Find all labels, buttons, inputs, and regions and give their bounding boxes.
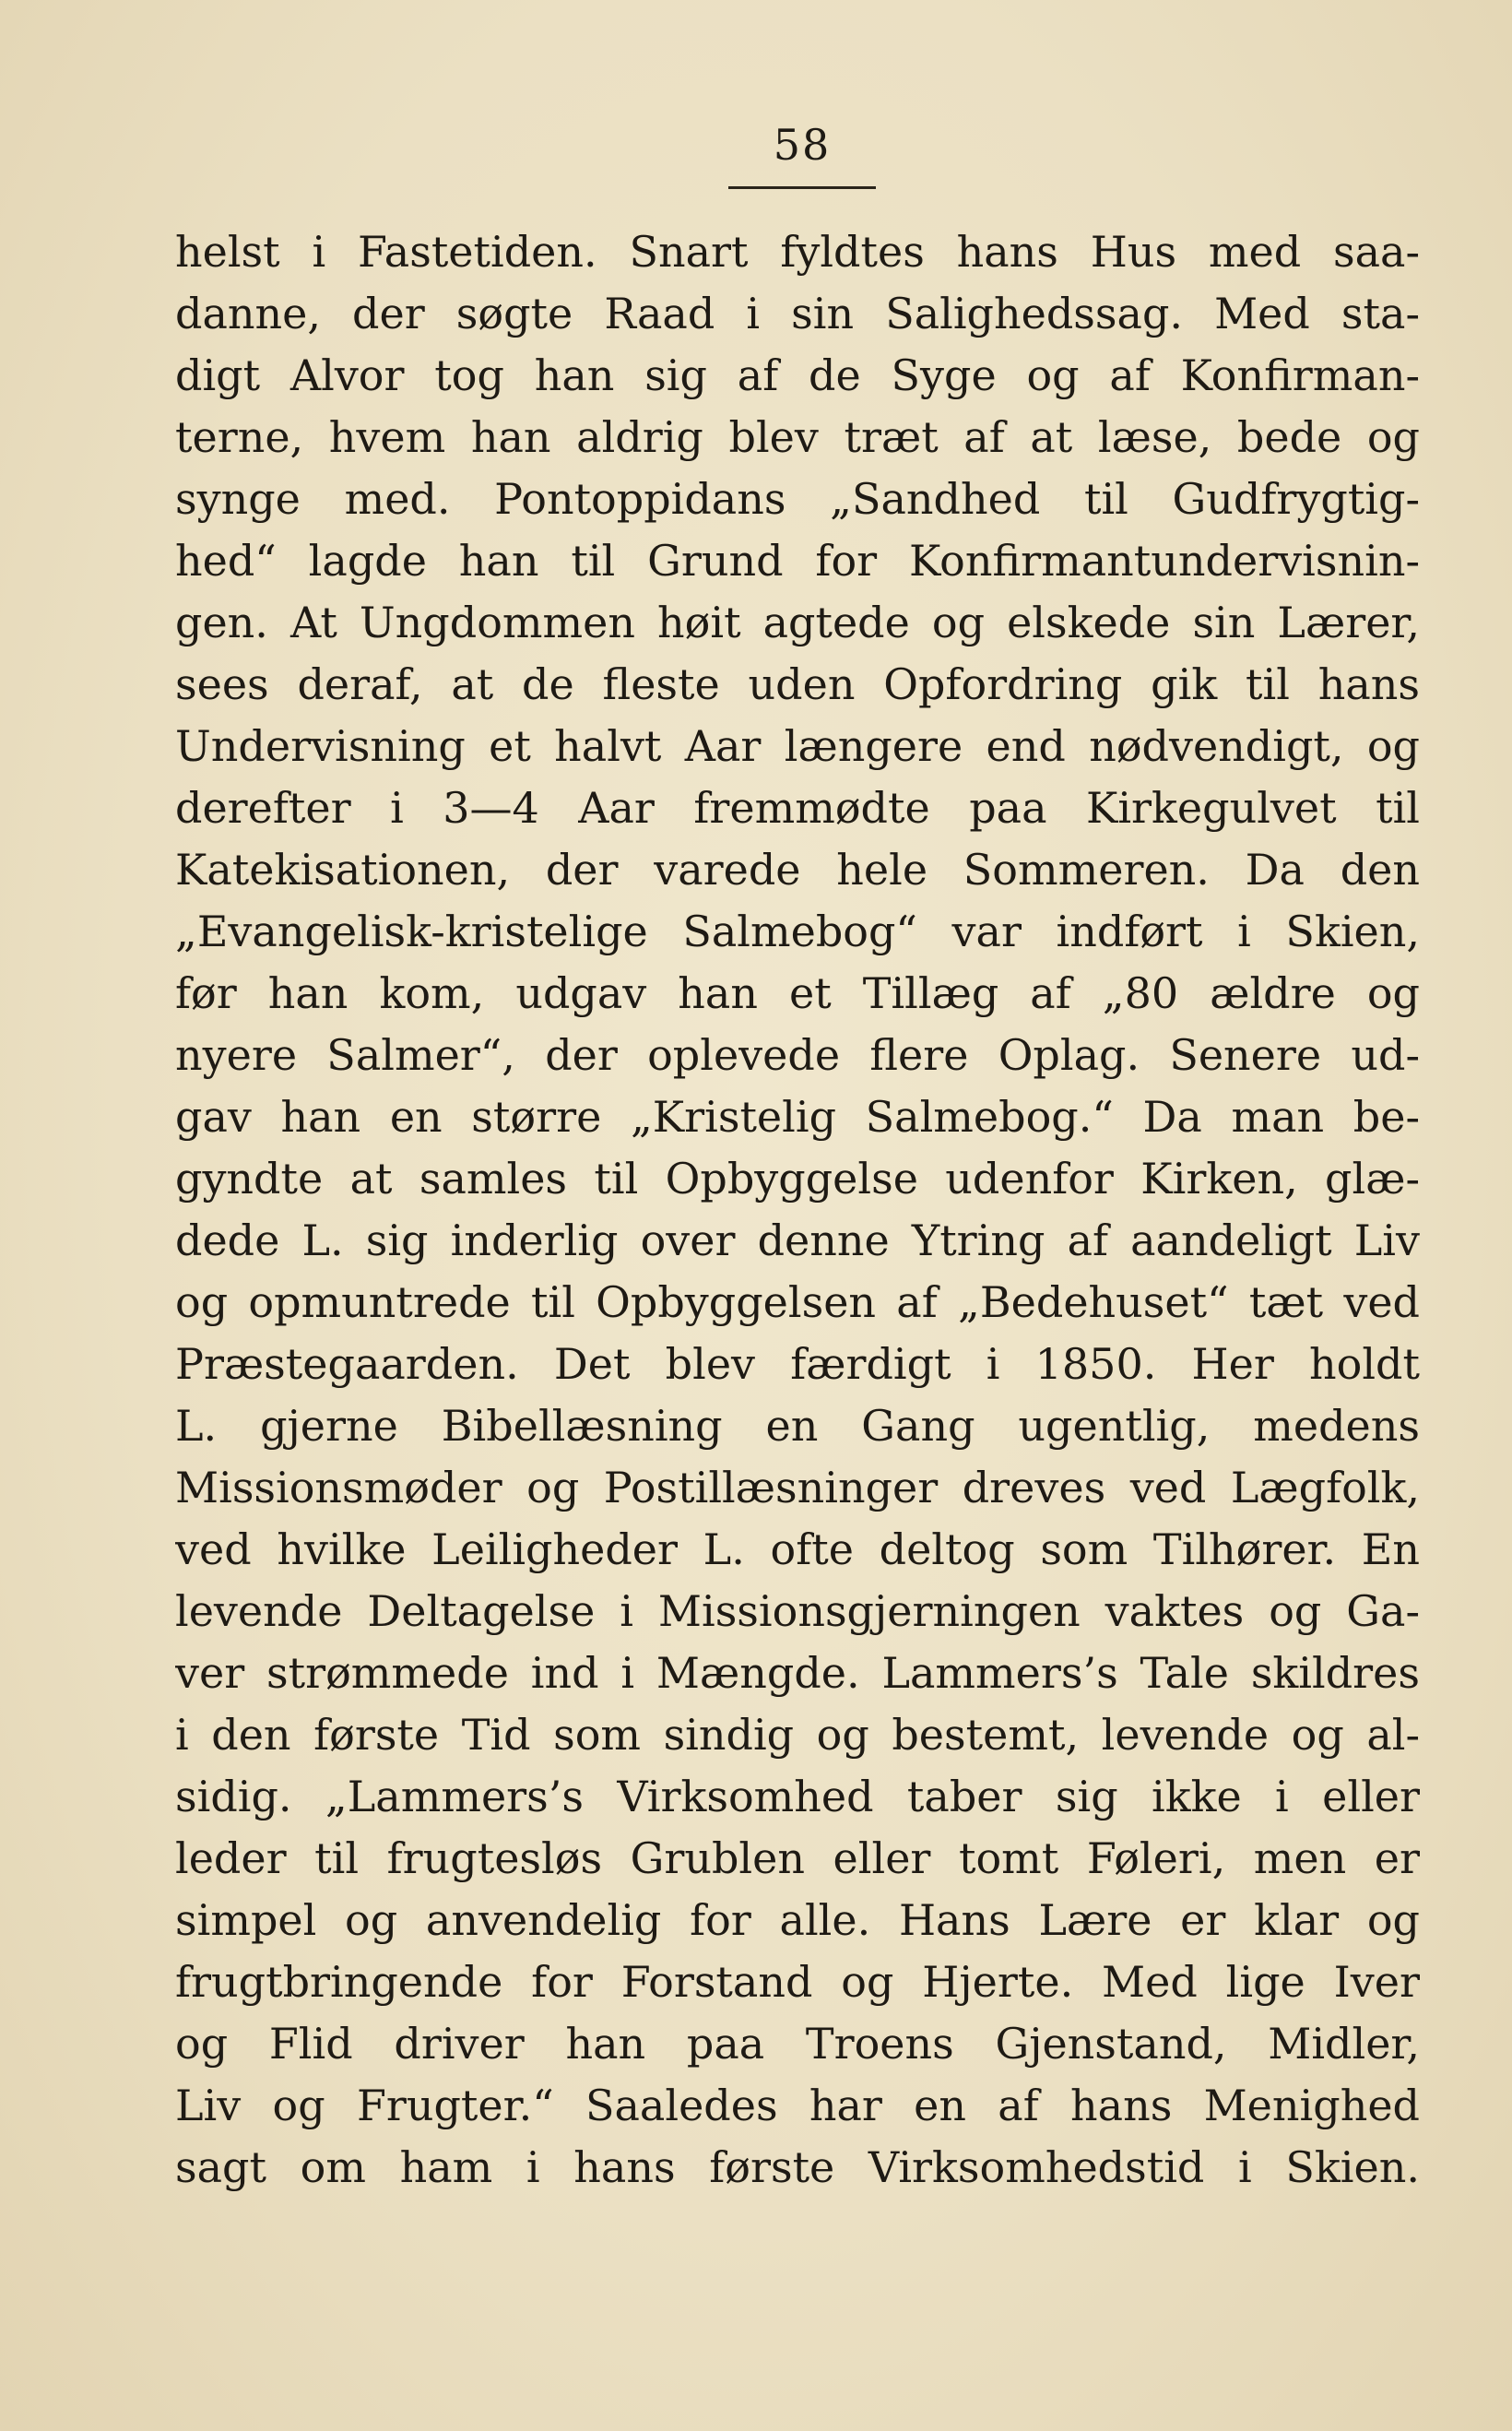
text-line: derefter i 3—4 Aar fremmødte paa Kirkegulvet til	[175, 783, 1420, 833]
text-line: sidig. „Lammers’s Virksomhed taber sig ikke i eller	[175, 1772, 1420, 1821]
text-line: L. gjerne Bibellæsning en Gang ugentlig, medens	[175, 1401, 1420, 1451]
text-line: simpel og anvendelig for alle. Hans Lære er klar og	[175, 1895, 1420, 1945]
text-line: terne, hvem han aldrig blev træt af at læse, bede og	[175, 412, 1420, 462]
text-line: og opmuntrede til Opbyggelsen af „Bedehuset“ tæt ved	[175, 1277, 1420, 1327]
text-line: hed“ lagde han til Grund for Konfirmantundervisnin-	[175, 536, 1420, 586]
text-line: Liv og Frugter.“ Saaledes har en af hans Menighed	[175, 2081, 1420, 2130]
text-line: før han kom, udgav han et Tillæg af „80 ældre og	[175, 968, 1420, 1018]
text-line: leder til frugtesløs Grublen eller tomt Føleri, men er	[175, 1833, 1420, 1883]
text-line: dede L. sig inderlig over denne Ytring af aandeligt Liv	[175, 1216, 1420, 1265]
text-line: sagt om ham i hans første Virksomhedstid i Skien.	[175, 2142, 1420, 2192]
text-line: helst i Fastetiden. Snart fyldtes hans Hus med saa-	[175, 227, 1420, 277]
page-number-rule	[728, 186, 876, 189]
text-line: „Evangelisk-kristelige Salmebog“ var indført i Skien,	[175, 907, 1420, 956]
text-line: Undervisning et halvt Aar længere end nødvendigt, og	[175, 721, 1420, 771]
text-line: gen. At Ungdommen høit agtede og elskede sin Lærer,	[175, 598, 1420, 647]
text-line: frugtbringende for Forstand og Hjerte. Med lige Iver	[175, 1957, 1420, 2007]
text-line: danne, der søgte Raad i sin Salighedssag. Med sta-	[175, 289, 1420, 338]
text-line: gav han en større „Kristelig Salmebog.“ Da man be-	[175, 1092, 1420, 1142]
text-line: digt Alvor tog han sig af de Syge og af Konfirman-	[175, 350, 1420, 400]
text-line: og Flid driver han paa Troens Gjenstand, Midler,	[175, 2019, 1420, 2069]
text-line: levende Deltagelse i Missionsgjerningen vaktes og Ga-	[175, 1586, 1420, 1636]
text-line: Katekisationen, der varede hele Sommeren. Da den	[175, 845, 1420, 895]
text-line: Præstegaarden. Det blev færdigt i 1850. Her holdt	[175, 1339, 1420, 1389]
text-line: synge med. Pontoppidans „Sandhed til Gudfrygtig-	[175, 474, 1420, 524]
text-line: i den første Tid som sindig og bestemt, levende og al-	[175, 1710, 1420, 1760]
text-line: sees deraf, at de fleste uden Opfordring gik til hans	[175, 659, 1420, 709]
text-line: ver strømmede ind i Mængde. Lammers’s Tale skildres	[175, 1648, 1420, 1698]
text-line: nyere Salmer“, der oplevede flere Oplag. Senere ud-	[175, 1030, 1420, 1080]
page-number: 58	[773, 120, 832, 170]
text-line: ved hvilke Leiligheder L. ofte deltog som Tilhører. En	[175, 1524, 1420, 1574]
body-text	[175, 221, 1420, 2199]
text-line: gyndte at samles til Opbyggelse udenfor Kirken, glæ-	[175, 1154, 1420, 1204]
text-line: Missionsmøder og Postillæsninger dreves ved Lægfolk,	[175, 1463, 1420, 1512]
